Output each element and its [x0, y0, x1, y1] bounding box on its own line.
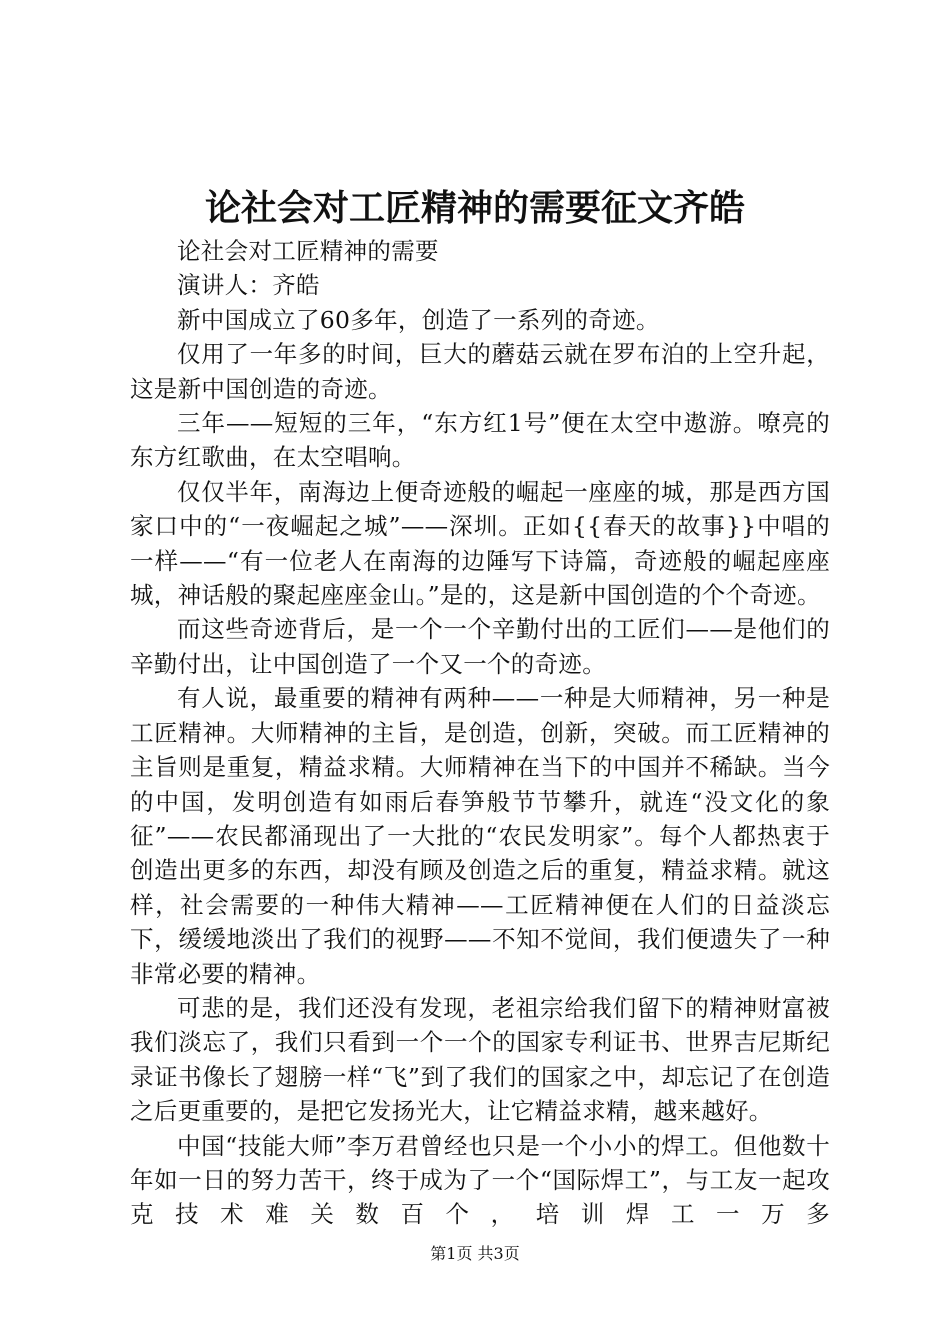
paragraph-subtitle: 论社会对工匠精神的需要	[177, 237, 439, 265]
paragraph: 中国“技能大师”李万君曾经也只是一个小小的焊工。但他数十年如一日的努力苦干，终于成为了一个“国际焊工”，与工友一起攻克技术难关数百个，培训焊工一万多	[130, 1131, 830, 1229]
paragraph: 仅仅半年，南海边上便奇迹般的崛起一座座的城，那是西方国家口中的“一夜崛起之城”——深圳。正如{{春天的故事}}中唱的一样——“有一位老人在南海的边陲写下诗篇，奇迹般的崛起座座城，神话般的聚起座座金山。”是的，这是新中国创造的个个奇迹。	[130, 477, 830, 610]
paragraph: 而这些奇迹背后，是一个一个辛勤付出的工匠们——是他们的辛勤付出，让中国创造了一个又一个的奇迹。	[130, 615, 830, 678]
document-body	[130, 234, 830, 1232]
document-title: 论社会对工匠精神的需要征文齐皓	[204, 187, 745, 229]
page-footer: 第1页 共3页	[430, 1244, 520, 1263]
paragraph: 新中国成立了60多年，创造了一系列的奇迹。	[177, 305, 660, 334]
paragraph: 有人说，最重要的精神有两种——一种是大师精神，另一种是工匠精神。大师精神的主旨，是创造，创新，突破。而工匠精神的主旨则是重复，精益求精。大师精神在当下的中国并不稀缺。当今的中国，发明创造有如雨后春笋般节节攀升，就连“没文化的象征”——农民都涌现出了一大批的“农民发明家”。每个人都热衷于创造出更多的东西，却没有顾及创造之后的重复，精益求精。就这样，社会需要的一种伟大精神——工匠精神便在人们的日益淡忘下，缓缓地淡出了我们的视野——不知不觉间，我们便遗失了一种非常必要的精神。	[130, 684, 830, 988]
paragraph-speaker: 演讲人：齐皓	[177, 271, 320, 300]
paragraph: 三年——短短的三年，“东方红1号”便在太空中遨游。嘹亮的东方红歌曲，在太空唱响。	[130, 409, 830, 472]
paragraph: 仅用了一年多的时间，巨大的蘑菇云就在罗布泊的上空升起，这是新中国创造的奇迹。	[130, 340, 830, 403]
paragraph: 可悲的是，我们还没有发现，老祖宗给我们留下的精神财富被我们淡忘了，我们只看到一个一个的国家专利证书、世界吉尼斯纪录证书像长了翅膀一样“飞”到了我们的国家之中，却忘记了在创造之后更重要的，是把它发扬光大，让它精益求精，越来越好。	[130, 993, 830, 1126]
